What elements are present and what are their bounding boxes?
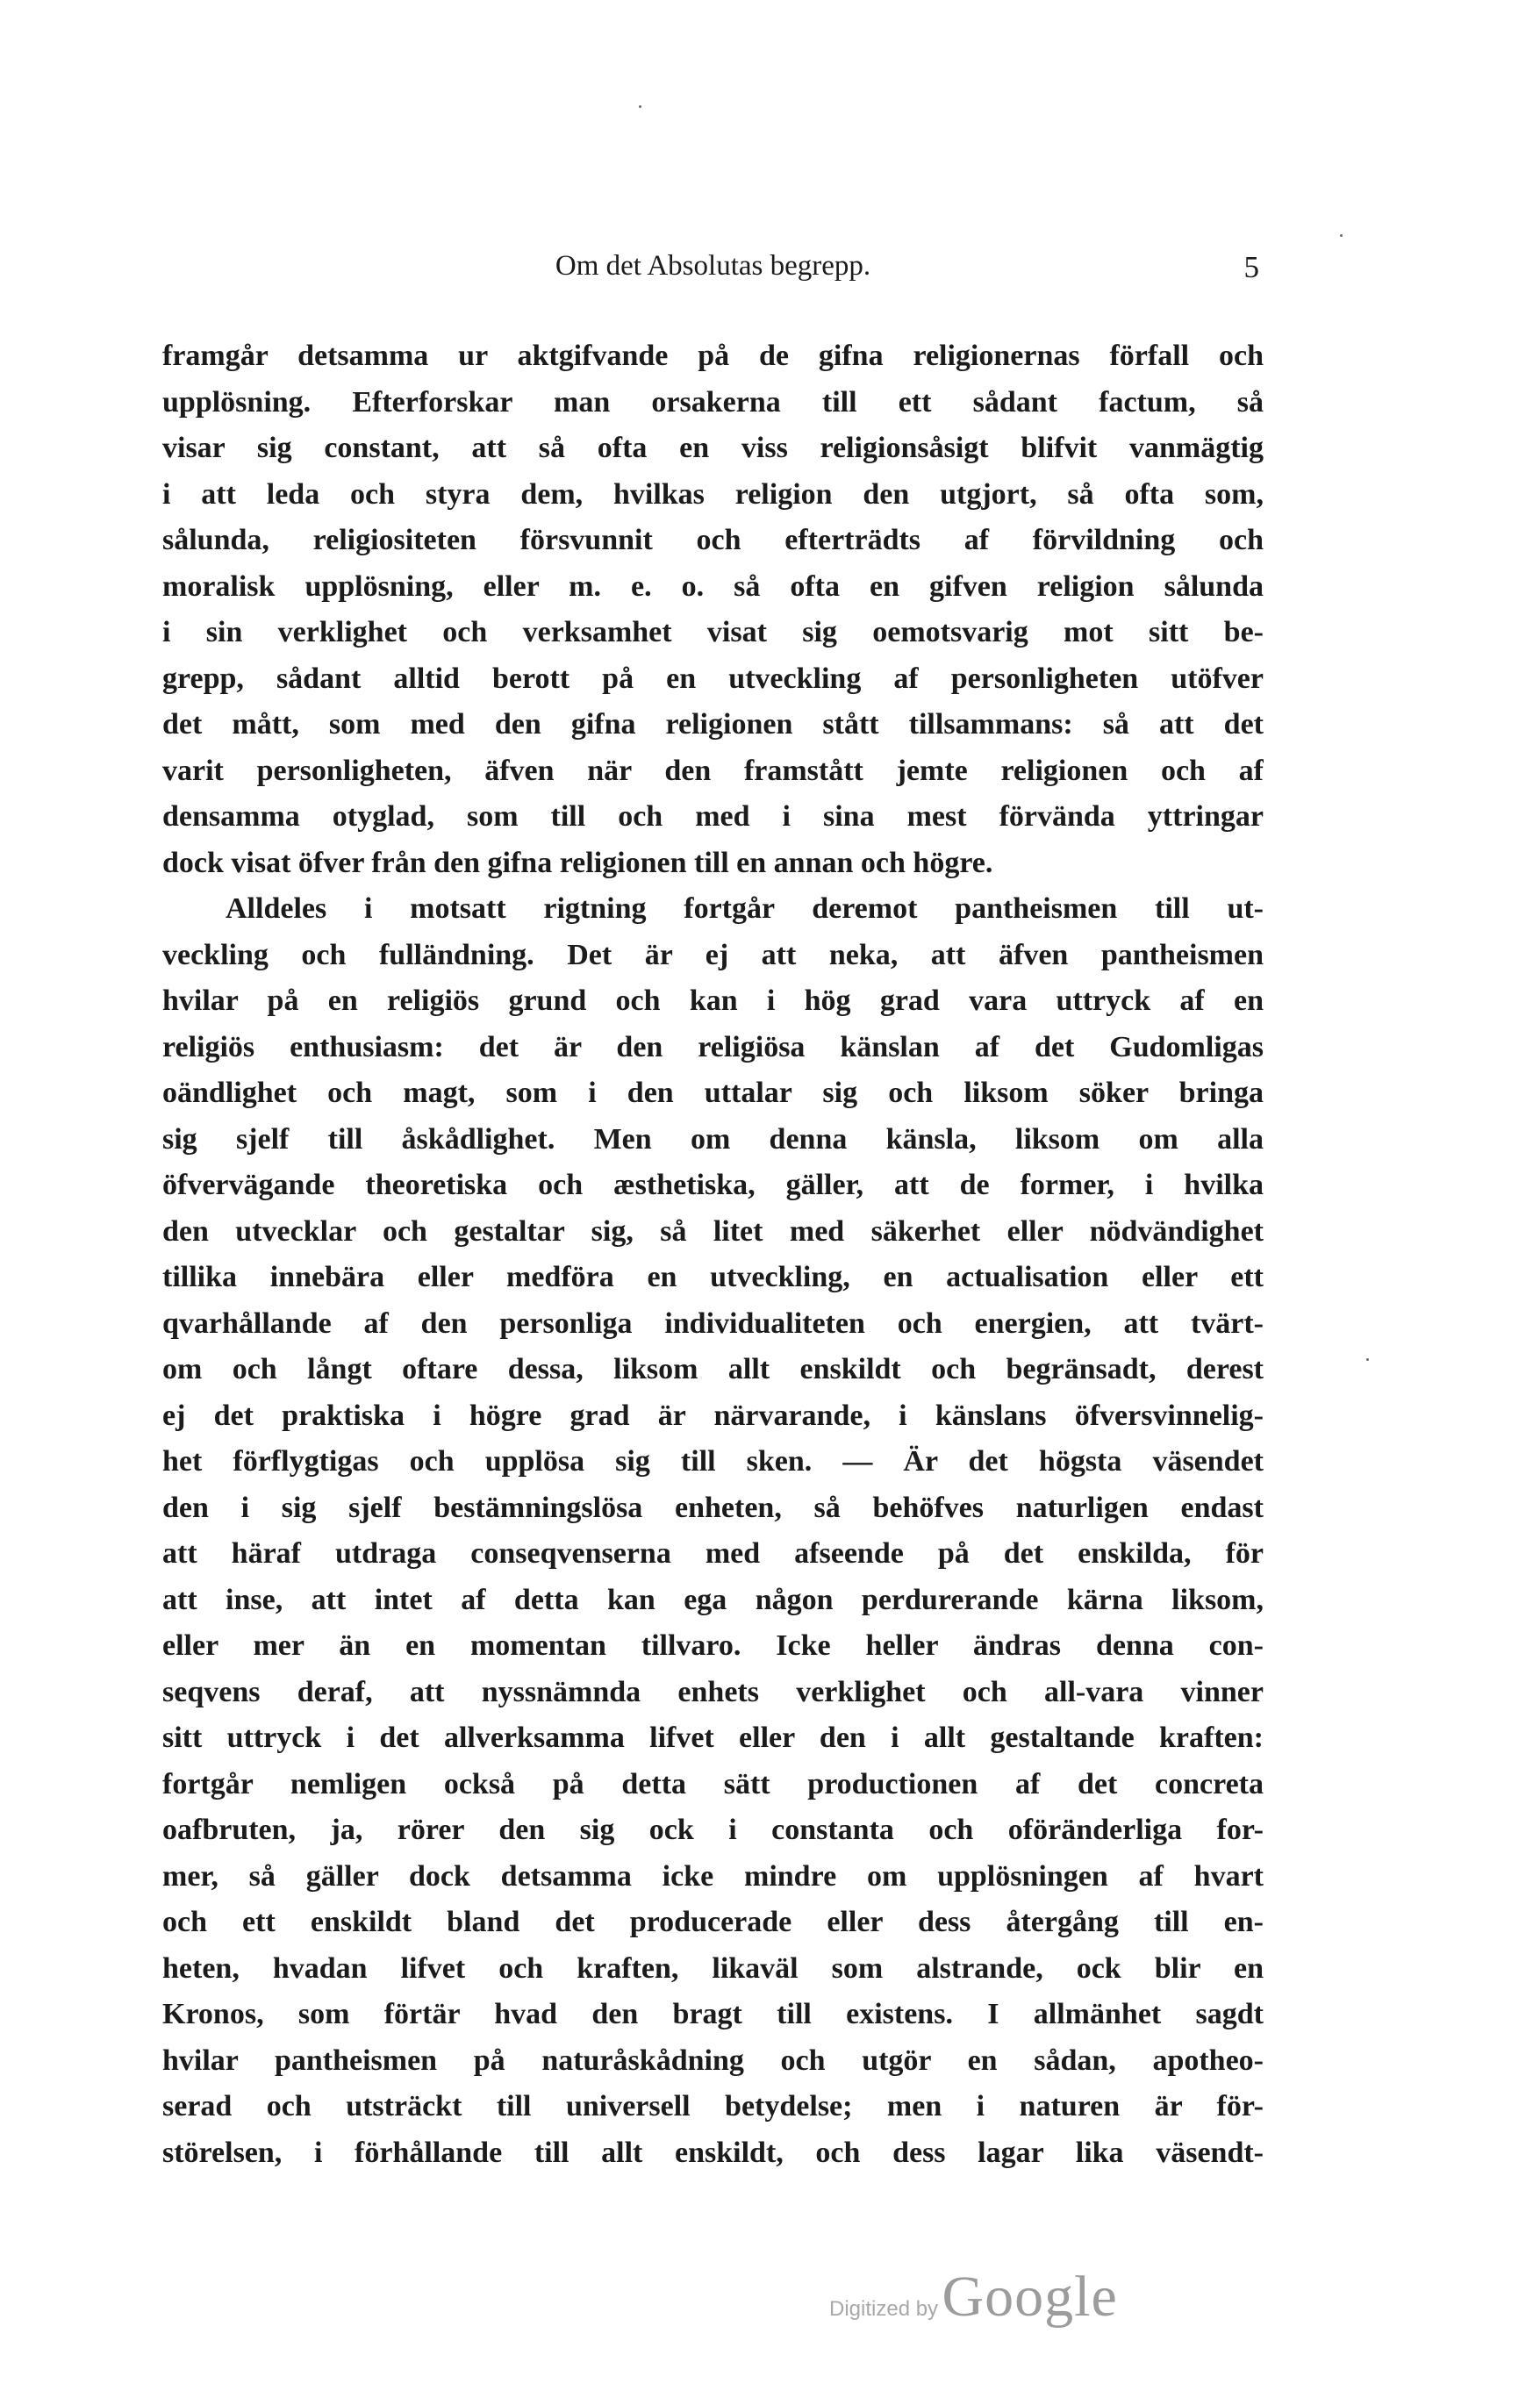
ink-speck — [1366, 1358, 1369, 1361]
running-title: Om det Absolutas begrepp. — [555, 250, 871, 282]
text-line: öfvervägande theoretiska och æsthetiska, gäller, att de former, i hvilka — [162, 1169, 1264, 1201]
page-number: 5 — [1243, 250, 1259, 284]
text-line: religiös enthusiasm: det är den religiösa känslan af det Gudomligas — [162, 1030, 1264, 1063]
digitized-by-label: Digitized by — [829, 2297, 939, 2321]
text-line: mer, så gäller dock detsamma icke mindre om upplösningen af hvart — [162, 1859, 1264, 1893]
text-line: seqvens deraf, att nyssnämnda enhets verklighet och all-vara vinner — [162, 1675, 1264, 1708]
text-line: att inse, att intet af detta kan ega någon perdurerande kärna liksom, — [162, 1583, 1264, 1616]
text-line: i att leda och styra dem, hvilkas religion den utgjort, så ofta som, — [162, 477, 1264, 511]
text-line: moralisk upplösning, eller m. e. o. så ofta en gifven religion sålunda — [162, 569, 1264, 603]
google-logo: Google — [942, 2265, 1118, 2329]
body-text — [162, 333, 1264, 2176]
text-line: grepp, sådant alltid berott på en utveckling af personligheten utöfver — [162, 662, 1264, 695]
ink-speck — [639, 105, 641, 108]
text-line: upplösning. Efterforskar man orsakerna till ett sådant factum, så — [162, 385, 1264, 419]
text-line: hvilar på en religiös grund och kan i hög grad vara uttryck af en — [162, 984, 1264, 1017]
text-line: fortgår nemligen också på detta sätt productionen af det concreta — [162, 1767, 1264, 1800]
text-line: framgår detsamma ur aktgifvande på de gifna religionernas förfall och — [162, 340, 1264, 372]
text-line: dock visat öfver från den gifna religionen till en annan och högre. — [162, 846, 993, 879]
text-line: Alldeles i motsatt rigtning fortgår deremot pantheismen till ut- — [226, 892, 1264, 925]
text-line: störelsen, i förhållande till allt enskildt, och dess lagar lika väsendt- — [162, 2136, 1264, 2169]
ink-speck — [1340, 234, 1343, 237]
text-line: serad och utsträckt till universell betydelse; men i naturen är för- — [162, 2090, 1264, 2122]
text-line: i sin verklighet och verksamhet visat sig oemotsvarig mot sitt be- — [162, 616, 1264, 648]
text-line: sålunda, religiositeten försvunnit och efterträdts af förvildning och — [162, 524, 1264, 556]
text-line: sitt uttryck i det allverksamma lifvet eller den i allt gestaltande kraften: — [162, 1722, 1264, 1754]
text-line: Kronos, som förtär hvad den bragt till existens. I allmänhet sagdt — [162, 1998, 1264, 2030]
text-line: det mått, som med den gifna religionen stått tillsammans: så att det — [162, 708, 1264, 741]
text-line: het förflygtigas och upplösa sig till sken. — Är det högsta väsendet — [162, 1445, 1264, 1478]
text-line: veckling och fulländning. Det är ej att neka, att äfven pantheismen — [162, 938, 1264, 971]
text-line: den utvecklar och gestaltar sig, så litet med säkerhet eller nödvändighet — [162, 1214, 1264, 1248]
text-line: heten, hvadan lifvet och kraften, likaväl som alstrande, ock blir en — [162, 1951, 1264, 1985]
text-line: qvarhållande af den personliga individualiteten och energien, att tvärt- — [162, 1306, 1264, 1340]
text-line: densamma otyglad, som till och med i sina mest förvända yttringar — [162, 800, 1264, 833]
text-line: varit personligheten, äfven när den framstått jemte religionen och af — [162, 754, 1264, 787]
text-line: tillika innebära eller medföra en utveckling, en actualisation eller ett — [162, 1261, 1264, 1293]
text-line: hvilar pantheismen på naturåskådning och utgör en sådan, apotheo- — [162, 2044, 1264, 2077]
text-line: den i sig sjelf bestämningslösa enheten, så behöfves naturligen endast — [162, 1491, 1264, 1524]
text-line: om och långt oftare dessa, liksom allt enskildt och begränsadt, derest — [162, 1353, 1264, 1385]
digitized-by-google-watermark — [829, 2264, 1118, 2330]
text-line: oafbruten, ja, rörer den sig ock i constanta och oföränderliga for- — [162, 1814, 1264, 1846]
text-line: att häraf utdraga conseqvenserna med afseende på det enskilda, för — [162, 1537, 1264, 1570]
text-line: visar sig constant, att så ofta en viss religionsåsigt blifvit vanmägtig — [162, 432, 1264, 464]
text-line: ej det praktiska i högre grad är närvarande, i känslans öfversvinnelig- — [162, 1399, 1264, 1432]
text-line: eller mer än en momentan tillvaro. Icke heller ändras denna con- — [162, 1629, 1264, 1662]
text-line: och ett enskildt bland det producerade eller dess återgång till en- — [162, 1906, 1264, 1938]
text-line: sig sjelf till åskådlighet. Men om denna känsla, liksom om alla — [162, 1122, 1264, 1156]
page-header — [167, 250, 1259, 294]
text-line: oändlighet och magt, som i den uttalar sig och liksom söker bringa — [162, 1077, 1264, 1109]
